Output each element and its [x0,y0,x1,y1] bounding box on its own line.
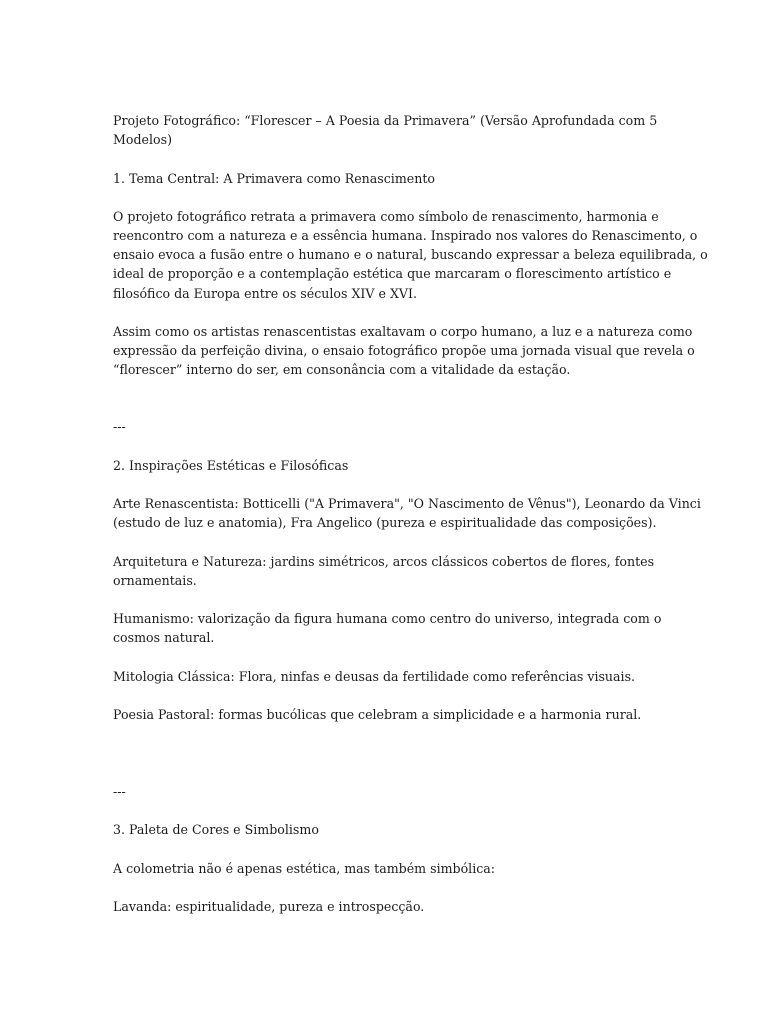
inspiration-item-humanismo: Humanismo: valorização da figura humana como centro do universo, integrada com o [113,611,662,626]
color-item-lavanda: Lavanda: espiritualidade, pureza e introspecção. [113,899,425,914]
inspiration-item-humanismo-continuation: cosmos natural. [113,630,215,645]
document-title-continuation: Modelos) [113,132,172,147]
document-title: Projeto Fotográfico: “Florescer – A Poesia da Primavera” (Versão Aprofundada com 5 [113,113,658,128]
section-3-intro: A colometria não é apenas estética, mas também simbólica: [113,861,496,876]
section-1-paragraph-2-line: Assim como os artistas renascentistas exaltavam o corpo humano, a luz e a natureza como [113,324,693,339]
inspiration-item-arquitetura: Arquitetura e Natureza: jardins simétricos, arcos clássicos cobertos de flores, fontes [113,554,655,569]
section-1-heading: 1. Tema Central: A Primavera como Renascimento [113,171,435,186]
section-3-heading: 3. Paleta de Cores e Simbolismo [113,822,319,837]
inspiration-item-poesia-pastoral: Poesia Pastoral: formas bucólicas que celebram a simplicidade e a harmonia rural. [113,707,642,722]
section-2-heading: 2. Inspirações Estéticas e Filosóficas [113,458,349,473]
inspiration-item-arte-renascentista: Arte Renascentista: Botticelli ("A Primavera", "O Nascimento de Vênus"), Leonardo da Vinci [113,496,701,511]
section-separator: --- [113,419,126,434]
inspiration-item-arquitetura-continuation: ornamentais. [113,573,197,588]
inspiration-item-arte-renascentista-continuation: (estudo de luz e anatomia), Fra Angelico (pureza e espiritualidade das composições). [113,515,657,530]
inspiration-item-mitologia: Mitologia Clássica: Flora, ninfas e deusas da fertilidade como referências visuais. [113,669,636,684]
section-1-paragraph-1-line: O projeto fotográfico retrata a primavera como símbolo de renascimento, harmonia e [113,209,659,224]
section-1-paragraph-1-line: filosófico da Europa entre os séculos XIV e XVI. [113,286,417,301]
section-1-paragraph-1-line: ensaio evoca a fusão entre o humano e o natural, buscando expressar a beleza equilibrada, o [113,247,708,262]
section-1-paragraph-1-line: ideal de proporção e a contemplação estética que marcaram o florescimento artístico e [113,266,672,281]
section-1-paragraph-1-line: reencontro com a natureza e a essência humana. Inspirado nos valores do Renascimento, o [113,228,698,243]
section-1-paragraph-2-line: expressão da perfeição divina, o ensaio fotográfico propõe uma jornada visual que revela o [113,343,695,358]
section-1-paragraph-2-line: “florescer” interno do ser, em consonância com a vitalidade da estação. [113,362,571,377]
section-separator: --- [113,784,126,799]
